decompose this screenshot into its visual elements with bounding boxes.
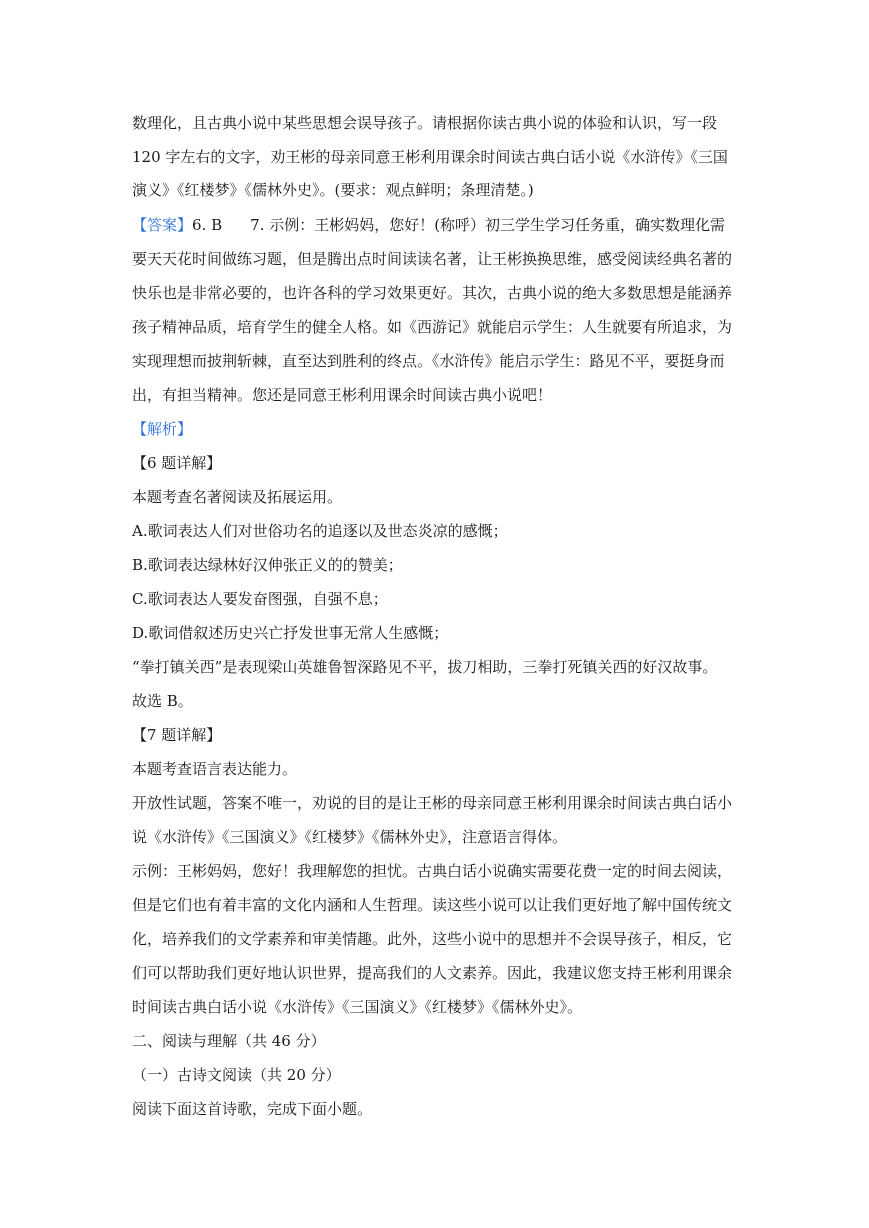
q6-explanation: “拳打镇关西”是表现梁山英雄鲁智深路见不平，拔刀相助，三拳打死镇关西的好汉故事。 <box>132 658 718 676</box>
option-d: D.歌词借叙述历史兴亡抒发世事无常人生感慨； <box>132 624 449 642</box>
question-text-line: 数理化，且古典小说中某些思想会误导孩子。请根据你读古典小说的体验和认识，写一段 <box>132 114 718 132</box>
q7-intro: 本题考查语言表达能力。 <box>132 760 298 778</box>
q7-paragraph-line: 说《水浒传》《三国演义》《红楼梦》《儒林外史》，注意语言得体。 <box>132 828 568 846</box>
answer-first-line <box>132 215 725 235</box>
answer-text-line: 出，有担当精神。您还是同意王彬利用课余时间读古典小说吧！ <box>132 386 553 404</box>
answer-text-line: 实现理想而披荆斩棘，直至达到胜利的终点。《水浒传》能启示学生：路见不平，要挺身而 <box>132 352 725 370</box>
answer-tag: 【答案】 <box>132 216 193 234</box>
q7-example-line: 示例：王彬妈妈，您好！我理解您的担忧。古典白话小说确实需要花费一定的时间去阅读， <box>132 862 733 880</box>
analysis-tag: 【解析】 <box>132 420 193 438</box>
option-a: A.歌词表达人们对世俗功名的追逐以及世态炎凉的感慨； <box>132 522 508 540</box>
q7-example-line: 们可以帮助我们更好地认识世界，提高我们的人文素养。因此，我建议您支持王彬利用课余 <box>132 964 733 982</box>
q7-example-line: 化，培养我们的文学素养和审美情趣。此外，这些小说中的思想并不会误导孩子，相反，它 <box>132 930 733 948</box>
q6-intro: 本题考查名著阅读及拓展运用。 <box>132 488 343 506</box>
answer-text-line: 孩子精神品质，培育学生的健全人格。如《西游记》就能启示学生：人生就要有所追求，为 <box>132 318 733 336</box>
subsection-heading: （一）古诗文阅读（共 20 分） <box>132 1066 341 1084</box>
answer-6: 6. B <box>192 216 223 234</box>
answer-text-line: 要天天花时间做练习题，但是腾出点时间读读名著，让王彬换换思维，感受阅读经典名著的 <box>132 250 733 268</box>
q6-choice: 故选 B。 <box>132 692 193 710</box>
answer-text-line: 快乐也是非常必要的，也许各科的学习效果更好。其次，古典小说的绝大多数思想是能涵养 <box>132 284 733 302</box>
instruction-text: 阅读下面这首诗歌，完成下面小题。 <box>132 1100 373 1118</box>
answer-7-start: 7. 示例：王彬妈妈，您好！(称呼）初三学生学习任务重，确实数理化需 <box>250 216 726 234</box>
question-text-line: 演义》《红楼梦》《儒林外史》。(要求：观点鲜明；条理清楚。) <box>132 181 534 199</box>
section-heading: 二、阅读与理解（共 46 分） <box>132 1032 326 1050</box>
q7-example-line: 但是它们也有着丰富的文化内涵和人生哲理。读这些小说可以让我们更好地了解中国传统文 <box>132 896 733 914</box>
q6-detail-heading: 【6 题详解】 <box>132 454 222 472</box>
option-c: C.歌词表达人要发奋图强，自强不息； <box>132 590 388 608</box>
q7-paragraph-line: 开放性试题，答案不唯一，劝说的目的是让王彬的母亲同意王彬利用课余时间读古典白话小 <box>132 794 733 812</box>
option-b: B.歌词表达绿林好汉伸张正义的的赞美； <box>132 556 403 574</box>
q7-example-line: 时间读古典白话小说《水浒传》《三国演义》《红楼梦》《儒林外史》。 <box>132 998 583 1016</box>
q7-detail-heading: 【7 题详解】 <box>132 726 222 744</box>
question-text-line: 120 字左右的文字，劝王彬的母亲同意王彬利用课余时间读古典白话小说《水浒传》《三国 <box>132 148 728 166</box>
